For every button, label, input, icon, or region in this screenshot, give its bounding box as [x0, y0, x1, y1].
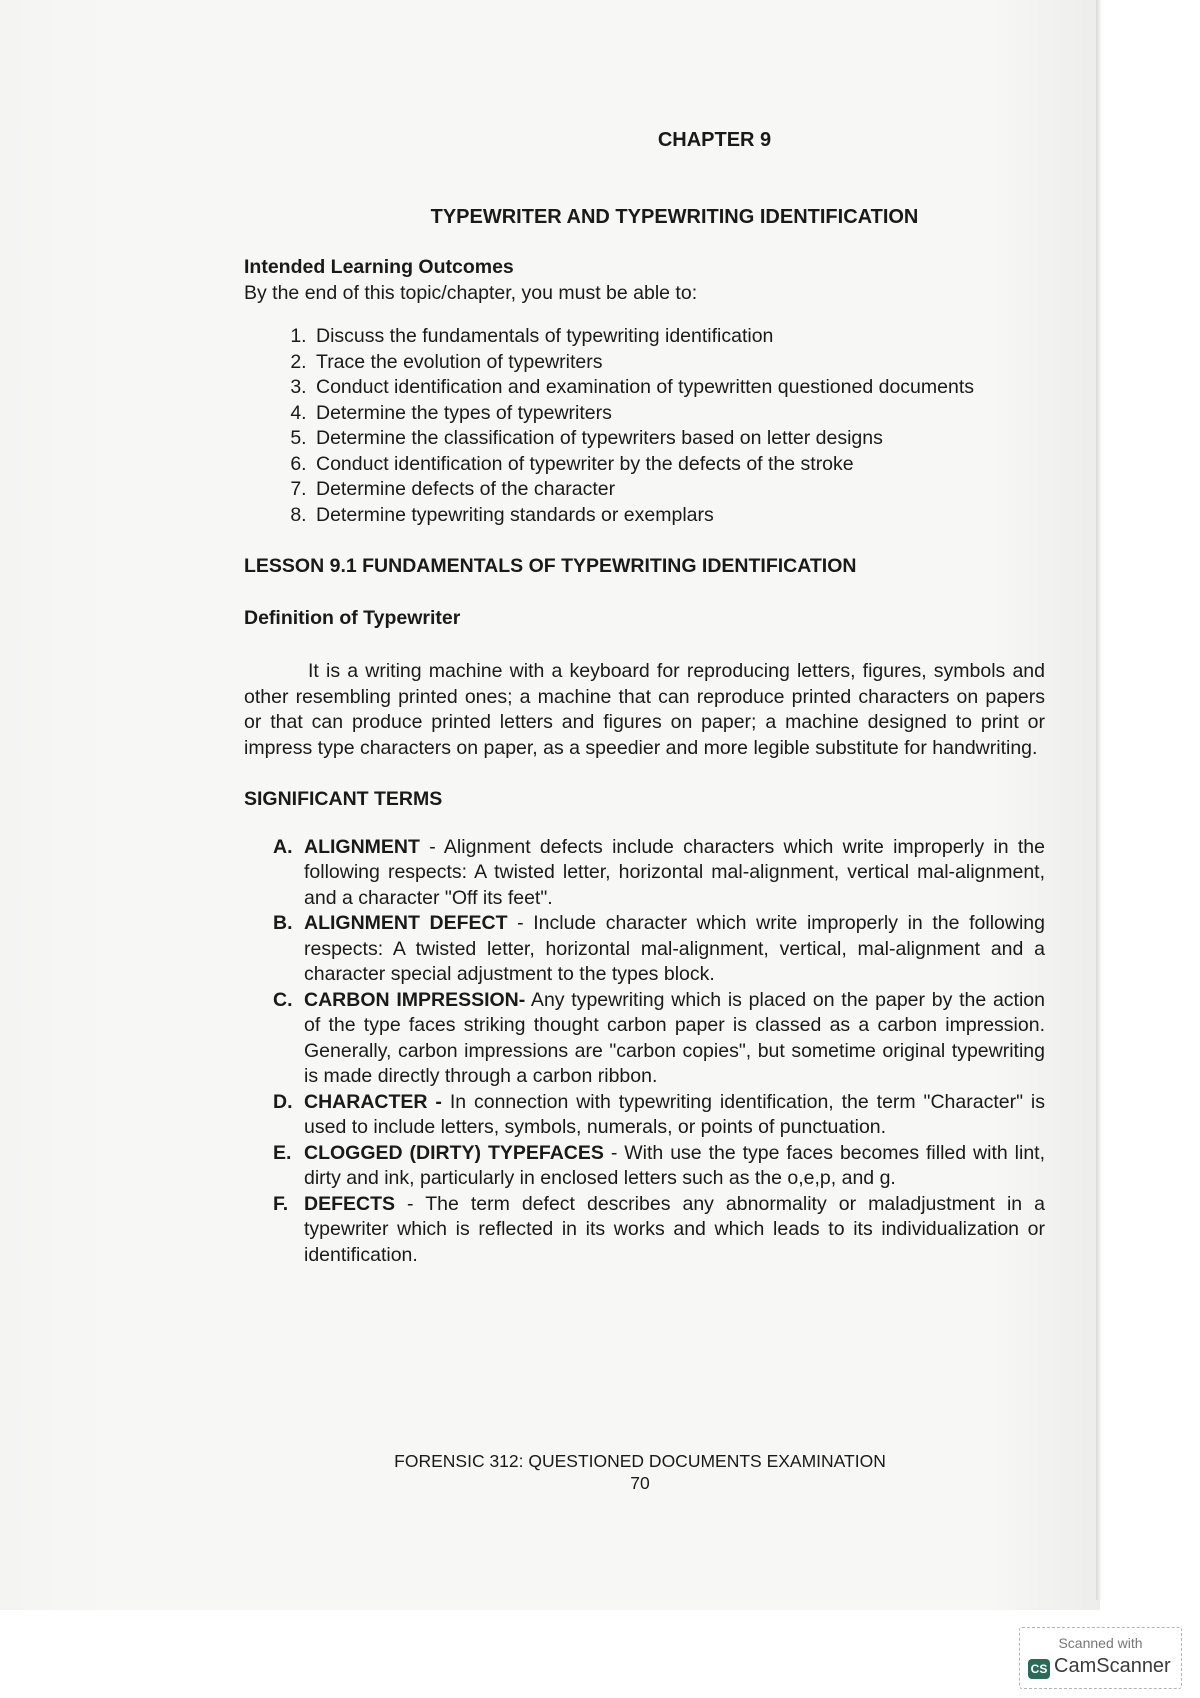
term-item	[273, 1192, 1045, 1269]
term-text: - Alignment defects include characters which write improperly in the following respects: A twisted letter, horizontal mal-alignment, vertical mal-alignment, and a character "Off its feet".	[304, 835, 1045, 909]
term-item	[273, 1090, 1046, 1141]
term-letter: B.	[273, 912, 293, 934]
term-text: In connection with typewriting identification, the term "Character" is used to include letters, symbols, numerals, or points of punctuation.	[304, 1090, 1046, 1138]
term-text: Any typewriting which is placed on the paper by the action of the type faces striking thought carbon paper is classed as a carbon impression. Generally, carbon impressions are "carbon copies", but sometime original typewriting is made directly through a carbon ribbon.	[304, 988, 1045, 1087]
term-item	[273, 835, 1045, 912]
outcome-item: 7. Determine defects of the character	[312, 477, 1045, 503]
learning-outcomes-heading: Intended Learning Outcomes	[244, 256, 514, 278]
term-name: DEFECTS	[304, 1192, 396, 1215]
camscanner-logo-icon: CS	[1028, 1659, 1050, 1679]
footer-course: FORENSIC 312: QUESTIONED DOCUMENTS EXAMINATION	[394, 1451, 886, 1471]
watermark-caption: Scanned with	[1058, 1635, 1143, 1651]
term-letter: E.	[273, 1141, 292, 1164]
page-content	[244, 128, 1045, 1268]
term-letter: D.	[273, 1090, 293, 1113]
term-text: - With use the type faces becomes filled with lint, dirty and ink, particularly in enclosed letters such as the o,e,p, and g.	[304, 1141, 1045, 1189]
significant-terms-list	[244, 835, 1045, 1269]
term-letter: A.	[273, 835, 293, 858]
definition-heading: Definition of Typewriter	[244, 606, 461, 629]
term-item	[273, 1141, 1045, 1192]
term-name: CHARACTER -	[304, 1090, 442, 1113]
term-letter: F.	[273, 1192, 289, 1215]
watermark-brand: CamScanner	[1054, 1655, 1171, 1677]
term-letter: C.	[273, 988, 293, 1011]
outcome-item: 8. Determine typewriting standards or exemplars	[312, 503, 1045, 529]
learning-outcomes-intro: By the end of this topic/chapter, you must be able to:	[244, 281, 698, 304]
term-name: CLOGGED (DIRTY) TYPEFACES	[304, 1141, 604, 1164]
term-text: - The term defect describes any abnormality or maladjustment in a typewriter which is reflected in its works and which leads to its individualization or identification.	[304, 1192, 1045, 1266]
significant-terms-heading: SIGNIFICANT TERMS	[244, 788, 443, 810]
page-number: 70	[630, 1473, 650, 1493]
definition-body: It is a writing machine with a keyboard for reproducing letters, figures, symbols and other resembling printed ones; a machine that can reproduce printed characters on papers or that can produce printed letters and figures on paper; a machine designed to print or impress type characters on paper, as a speedier and more legible substitute for handwriting.	[244, 660, 1045, 759]
outcome-item: 2. Trace the evolution of typewriters	[312, 350, 1045, 376]
term-name: ALIGNMENT	[304, 835, 420, 858]
term-text: - Include character which write improperly in the following respects: A twisted letter, horizontal mal-alignment, vertical, mal-alignment and a character special adjustment to the types block.	[304, 912, 1045, 985]
term-name: ALIGNMENT DEFECT	[304, 912, 508, 934]
page-edge-shadow	[1096, 0, 1102, 1600]
outcome-item: 1. Discuss the fundamentals of typewriting identification	[312, 324, 1045, 350]
term-item	[273, 988, 1045, 1090]
outcome-item: 6. Conduct identification of typewriter by the defects of the stroke	[312, 452, 1045, 478]
page-footer	[290, 1450, 990, 1494]
term-item	[273, 911, 1045, 988]
camscanner-watermark	[1019, 1627, 1182, 1689]
chapter-heading: CHAPTER 9	[657, 129, 772, 151]
chapter-title: TYPEWRITER AND TYPEWRITING IDENTIFICATION	[430, 205, 919, 228]
outcome-item: 5. Determine the classification of typewriters based on letter designs	[312, 426, 1045, 452]
outcome-item: 4. Determine the types of typewriters	[312, 401, 1045, 427]
outcome-item: 3. Conduct identification and examination of typewritten questioned documents	[312, 375, 1045, 401]
lesson-heading: LESSON 9.1 FUNDAMENTALS OF TYPEWRITING IDENTIFICATION	[244, 555, 857, 577]
learning-outcomes-list	[244, 324, 1045, 528]
term-name: CARBON IMPRESSION-	[304, 988, 526, 1011]
